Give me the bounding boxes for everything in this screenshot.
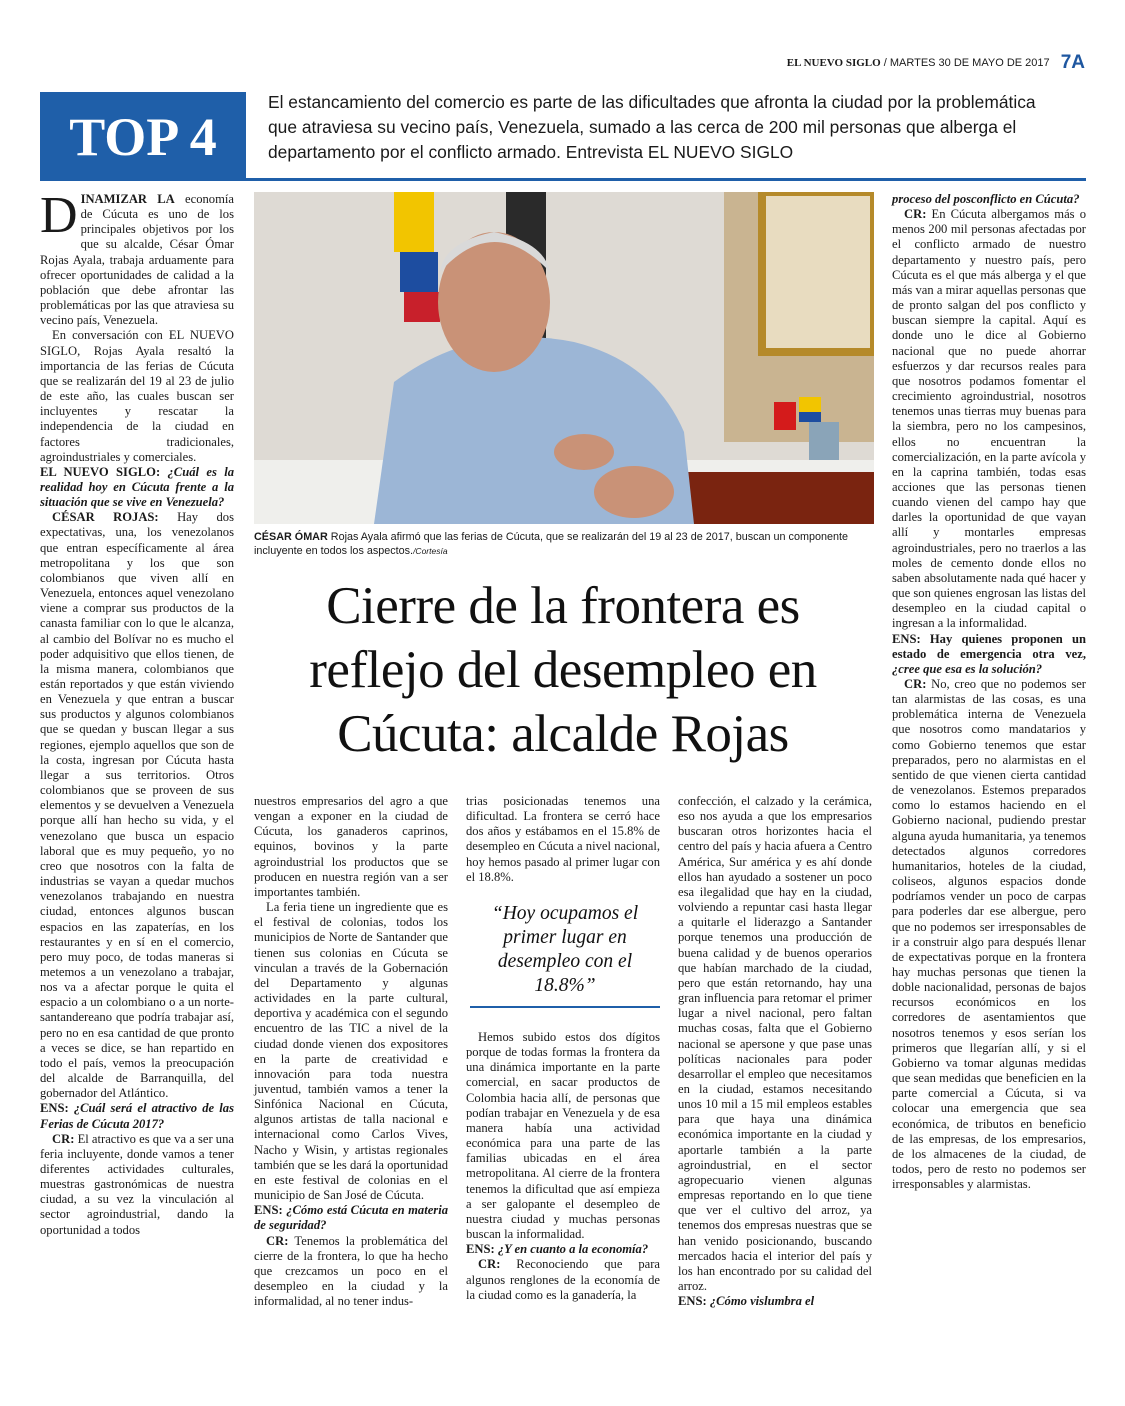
question: proceso del posconflicto en Cúcuta?: [892, 192, 1080, 206]
paragraph: Hemos subido estos dos dígitos porque de todas formas la frontera da una dinámica importante en la parte comercial, en sacar productos de Colombia hacia allí, de personas que podían trabajar en Venezuela y de esa manera había una actividad económica para una parte de las familias ubicadas en el área metropolitana. Al cierre de la frontera tenemos la dificultad que así empieza a ser galopante el desempleo de nuestra ciudad y muchas personas buscan la informalidad.: [466, 1030, 660, 1242]
section-rule: [40, 178, 1086, 181]
question: EL NUEVO SIGLO: ¿Cuál es la realidad hoy en Cúcuta frente a la situación que se vive en Venezuela?: [40, 464, 234, 510]
page-header: [787, 52, 1085, 74]
question: ENS: ¿Y en cuanto a la economía?: [466, 1242, 649, 1257]
question: ENS: ¿Cuál será el atractivo de las Ferias de Cúcuta 2017?: [40, 1101, 234, 1131]
pull-quote: “Hoy ocupamos el primer lugar en desempleo con el 18.8%”: [491, 903, 639, 996]
answer: CR: Reconociendo que para algunos renglones de la economía de la ciudad como es la ganadería, la: [466, 1257, 660, 1302]
answer: CR: No, creo que no podemos ser tan alarmistas de las cosas, es una problemática interna de Venezuela que nosotros como mandatarios y como Gobierno tenemos que estar preparados, pero no alarmistas en el sentido de que vienen cierta cantidad de venezolanos. Estemos preparados como lo estamos haciendo en el Gobierno nacional, pudiendo prestar alguna ayuda humanitaria, ya tenemos detectados algunos corredores humanitarios, hoteles de la ciudad, coliseos, algunos espacios donde podríamos vender un poco de carpas para poderles dar ese albergue, pero que no podemos ser irresponsables de ir a construir algo para después llenar de expectativas porque en la frontera hay muchas personas que tienen la doble nacionalidad, personas de bajos recursos económicos en los corredores de asentamientos que nosotros tenemos y esos serían los primeros que llegarían allí, y si el Gobierno va tomar algunas medidas que sean medidas que beneficien en la parte comercial a Cúcuta, si va colocar una emergencia que sea económica, de tributos en beneficio de las empresas, de los empresarios, de los almacenes de la ciudad, de todos, pero de resto no podemos ser irresponsables y alarmistas.: [892, 677, 1086, 1192]
article-column-2: [254, 794, 448, 1309]
paragraph: nuestros empresarios del agro a que vengan a exponer en la ciudad de Cúcuta, los ganaderos caprinos, equinos, bovinos y la parte agroindustrial los productos que se producen en nuestra región van a ser importantes también.: [254, 794, 448, 899]
paragraph: En conversación con EL NUEVO SIGLO, Rojas Ayala resaltó la importancia de las ferias de Cúcuta que se realizarán del 19 al 23 de julio de este año, las cuales buscan ser incluyentes y rescatar la independencia de la ciudad en factores tradicionales, agroindustriales y comerciales.: [40, 328, 234, 464]
caption-credit: /Cortesía: [413, 546, 448, 556]
question: ENS: ¿Cómo está Cúcuta en materia de seguridad?: [254, 1203, 449, 1233]
article-column-5: [892, 192, 1086, 1192]
headline: Cierre de la frontera es reflejo del desempleo en Cúcuta: alcalde Rojas: [309, 577, 817, 763]
paragraph: confección, el calzado y la cerámica, eso nos ayuda a que los empresarios buscaran otros horizontes hacia el centro del país y hacia afuera a Centro América, Sur américa y es ahí donde ellos han ayudado a sostener un poco esa ilegalidad que hay en la ciudad, volviendo a repuntar casi hasta llegar a quitarle el liderazgo a Santander porque tenemos una producción de buena calidad y de buenos operarios que habían marchado de la ciudad, pero que están retornando, hay una gran influencia para retomar el primer lugar a nivel nacional, pero faltan muchas cosas, falta que el Gobierno nacional se apersone y que pase unas políticas nacionales para poder desarrollar el empleo que necesitamos en la ciudad, estamos necesitando unos 10 mil a 15 mil empleos estables para que haya una dinámica económica importante en la ciudad y aportarle también a la parte agroindustrial, en el sector agropecuario vienen algunas empresas reportando en lo que tiene que ver el cultivo del arroz, ya tenemos dos empresas nuestras que se han venido posicionando, buscando mercados hacia el interior del país y los han encontrado por su calidad del arroz.: [678, 794, 872, 1293]
lead-paragraph: DINAMIZAR LA economía de Cúcuta es uno de los principales objetivos por los que su alcalde, César Ómar Rojas Ayala, trabaja arduamente para ofrecer oportunidades de calidad a la población que debe afrontar las problemáticas por las que atraviesa su vecino país, Venezuela.: [40, 187, 234, 328]
lead-caps: INAMIZAR LA: [80, 192, 175, 206]
article-column-3-bottom: [466, 1030, 660, 1303]
issue-date: / MARTES 30 DE MAYO DE 2017: [883, 56, 1050, 69]
answer: CÉSAR ROJAS: Hay dos expectativas, una, los venezolanos que entran específicamente al área metropolitana y los que son colombianos que viven allí en Venezuela, entonces aquel venezolano viene a comprar sus productos de la canasta familiar con lo que le alcanza, al cambio del Bolívar no es mucho el poder adquisitivo que ellos tienen, de la misma manera, colombianos que están reportados y que están viviendo en Venezuela y que entran a buscar sus productos y algunos colombianos que se quedan y buscan llegar a sus regiones, ejemplo aquellos que son de la costa, ingresan por Cúcuta hasta llegar a sus territorios. Otros colombianos que se proveen de sus elementos y se devuelven a Venezuela porque allí han hecho su vida, y el venezolano que busca un espacio laboral que es muy pequeño, yo no creo que nosotros con la falta de industrias se vayan a quedar muchos venezolanos trabajando en nuestra ciudad, entonces algunos buscan espacios en las zapaterías, en los restaurantes y en sí en el comercio, pero muy poco, de todas maneras si metemos a un venezolano a trabajar, nos va a afectar porque le quita el espacio a un colombiano o a un norte-santandereano que podría trabajar así, pero no en esa cantidad de que pronto a veces se dice, se han repartido en todo el país, vemos la preocupación del alcalde de Barranquilla, del gobernador del Atlántico.: [40, 510, 235, 1101]
answer: CR: Tenemos la problemática del cierre de la frontera, lo que ha hecho que crezcamos un poco en el desempleo en la ciudad y la informalidad, al no tener indus-: [254, 1233, 448, 1309]
answer: CR: El atractivo es que va a ser una feria incluyente, donde vamos a tener diferentes actividades culturales, muestras gastronómicas de nuestra ciudad, a su vez la vinculación al sector agroindustrial, dando la oportunidad a todos: [40, 1131, 234, 1237]
article-column-3-top: [466, 794, 660, 885]
page-number: 7A: [1060, 52, 1085, 73]
question: ENS: ¿Cómo vislumbra el: [678, 1294, 815, 1309]
drop-cap: D: [40, 187, 78, 244]
article-column-4: [678, 794, 872, 1309]
paragraph: La feria tiene un ingrediente que es el festival de colonias, todos los municipios de Norte de Santander que tienen sus colonias en Cúcuta se vinculan a través de la Gobernación del Departamento y algunas actividades en la parte cultural, deportiva y académica con el segundo encuentro de las TIC a nivel de la ciudad donde vienen dos expositores en la parte de creatividad e innovación para toda nuestra juventud, también vamos a tener la Sinfónica Nacional en Cúcuta, algunos artistas de talla nacional e internacional como Carlos Vives, Nacho y Wisin, y artistas regionales también que se les dará la oportunidad en este festival de colonias en el municipio de San José de Cúcuta.: [254, 900, 448, 1203]
section-tag: TOP 4: [40, 92, 246, 178]
article-photo: [254, 192, 874, 524]
caption-name: CÉSAR ÓMAR: [254, 531, 328, 543]
article-column-1: [40, 187, 235, 1238]
photo-caption: CÉSAR ÓMAR Rojas Ayala afirmó que las ferias de Cúcuta, que se realizarán del 19 al 23 de 2017, buscan un componente incluyente en todos los aspectos./Cortesía: [254, 531, 848, 557]
pull-quote-rule: [470, 1006, 660, 1008]
paragraph: trias posicionadas tenemos una dificultad. La frontera se cerró hace dos años y estábamos en el 15.8% de desempleo en Cúcuta a nivel nacional, hoy hemos pasado al primer lugar con el 18.8%.: [466, 794, 660, 884]
question: ENS: Hay quienes proponen un estado de emergencia otra vez, ¿cree que esa es la solución?: [892, 631, 1087, 676]
publication-name: EL NUEVO SIGLO: [786, 56, 881, 69]
deck-summary: El estancamiento del comercio es parte de las dificultades que afronta la ciudad por la problemática que atraviesa su vecino país, Venezuela, sumado a las cerca de 200 mil personas que alberga el departamento por el conflicto armado. Entrevista EL NUEVO SIGLO: [268, 92, 1036, 162]
answer: CR: En Cúcuta albergamos más o menos 200 mil personas afectadas por el conflicto armado de nuestro departamento y nuestro país, pero Cúcuta es el que más alberga y el que más van a mirar aquellas personas que de pronto salgan del pos conflicto y buscan siempre la capital. Aquí es donde uno le dice al Gobierno nacional que no puede ahorrar esfuerzos y dar recursos reales para que nosotros podamos fomentar el crecimiento agroindustrial, nosotros tenemos unas tierras muy buenas para la siembra, pero no los campesinos, ellos no encuentran la comercialización, en la parte avícola y en la caprina también, todas esas acciones que las personas tienen cuando vienen del campo hay que darles la oportunidad de que vayan allí y montarles empresas agroindustriales, pero no traerlos a las moles de cemento donde ellos no saben absolutamente nada qué hacer y que son quienes engrosan las listas del desempleo en la ciudad capital o ingresan a la informalidad.: [892, 207, 1086, 631]
